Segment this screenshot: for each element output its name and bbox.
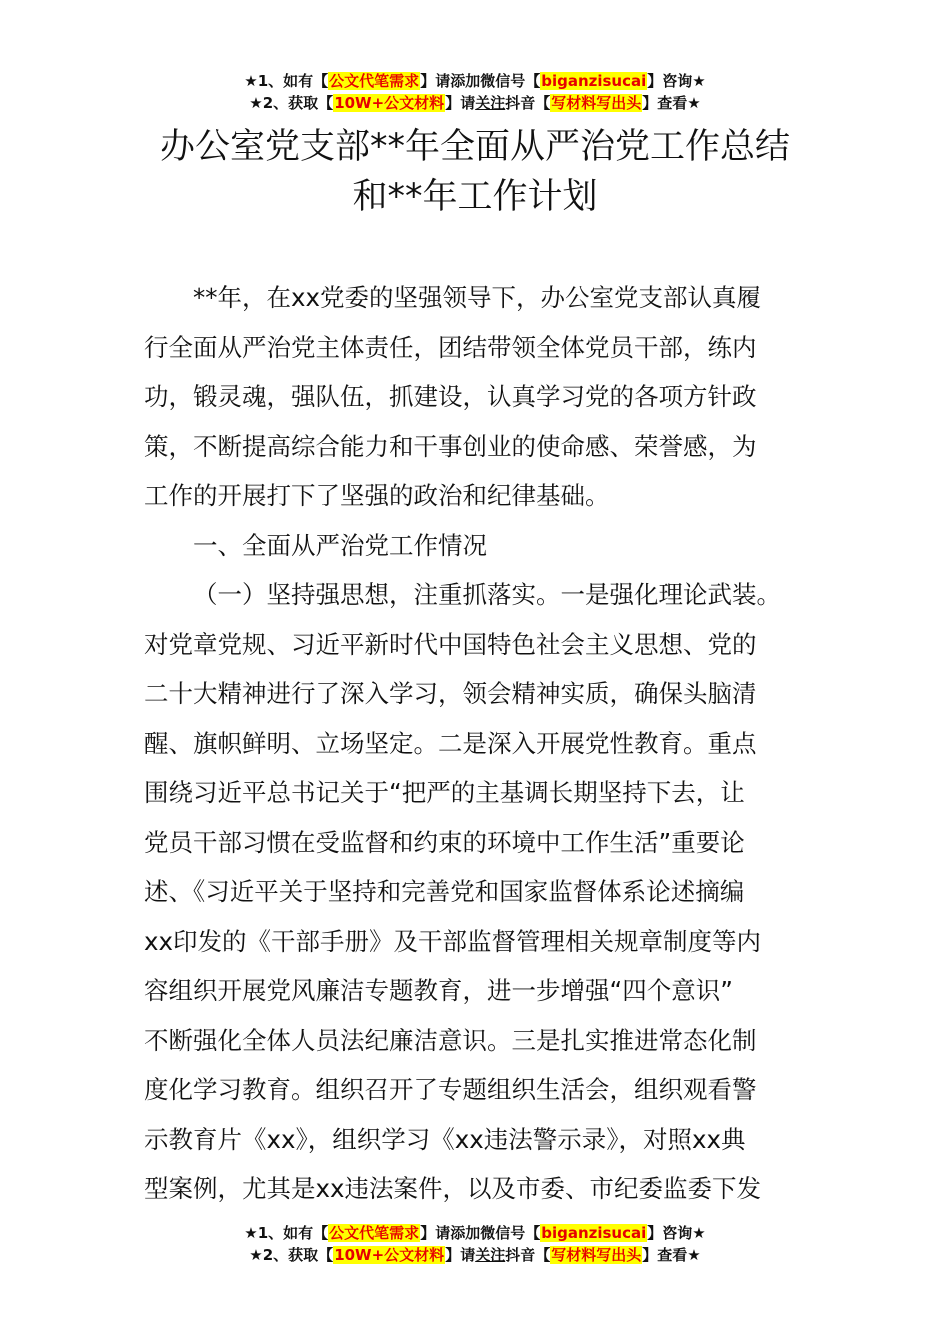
- highlight-wechat-id: biganzisucai: [541, 72, 647, 90]
- bottom-banner: [0, 1222, 950, 1266]
- body-line: 工作的开展打下了坚强的政治和纪律基础。: [144, 481, 610, 510]
- body-line: 党员干部习惯在受监督和约束的环境中工作生活”重要论: [144, 827, 745, 857]
- title-line-1: 办公室党支部**年全面从严治党工作总结: [159, 127, 790, 167]
- body-line: 功，锻灵魂，强队伍，抓建设，认真学习党的各项方针政: [144, 382, 757, 411]
- body-line: 度化学习教育。组织召开了专题组织生活会，组织观看警: [144, 1075, 757, 1104]
- section-heading: 一、全面从严治党工作情况: [193, 530, 487, 560]
- highlight-service: 公文代笔需求: [329, 1224, 420, 1242]
- document-body: [144, 273, 824, 1214]
- body-line: 行全面从严治党主体责任，团结带领全体党员干部，练内: [144, 332, 757, 362]
- highlight-douyin: 写材料写出头: [551, 1246, 642, 1264]
- body-line: 醒、旗帜鲜明、立场坚定。二是深入开展党性教育。重点: [144, 728, 757, 758]
- body-line: xx印发的《干部手册》及干部监督管理相关规章制度等内: [144, 926, 761, 956]
- highlight-materials: 10W+公文材料: [334, 1246, 445, 1264]
- document-title: [60, 122, 890, 222]
- body-line: 型案例，尤其是xx违法案件，以及市委、市纪委监委下发: [144, 1174, 761, 1203]
- top-banner: [0, 70, 950, 114]
- highlight-service: 公文代笔需求: [329, 72, 420, 90]
- highlight-douyin: 写材料写出头: [551, 94, 642, 112]
- body-line: 容组织开展党风廉洁专题教育，进一步增强“四个意识”: [144, 976, 733, 1005]
- body-line: 二十大精神进行了深入学习，领会精神实质，确保头脑清: [144, 679, 757, 708]
- highlight-wechat-id: biganzisucai: [541, 1224, 647, 1242]
- banner-line-1: ★1、如有【公文代笔需求】请添加微信号【biganzisucai】咨询★: [244, 1224, 706, 1242]
- body-line: 策，不断提高综合能力和干事创业的使命感、荣誉感，为: [144, 431, 757, 461]
- body-line: 围绕习近平总书记关于“把严的主基调长期坚持下去，让: [144, 778, 745, 807]
- body-line: 述、《习近平关于坚持和完善党和国家监督体系论述摘编: [144, 877, 745, 906]
- body-line: 示教育片《xx》，组织学习《xx违法警示录》，对照xx典: [144, 1124, 746, 1154]
- body-line: 对党章党规、习近平新时代中国特色社会主义思想、党的: [144, 629, 757, 659]
- body-line: **年，在xx党委的坚强领导下，办公室党支部认真履: [193, 283, 761, 312]
- title-line-2: 和**年工作计划: [352, 177, 598, 217]
- banner-line-2: ★2、获取【10W+公文材料】请关注抖音【写材料写出头】查看★: [249, 94, 701, 112]
- banner-line-2: ★2、获取【10W+公文材料】请关注抖音【写材料写出头】查看★: [249, 1246, 701, 1264]
- body-line: （一）坚持强思想，注重抓落实。一是强化理论武装。: [193, 580, 781, 609]
- banner-line-1: ★1、如有【公文代笔需求】请添加微信号【biganzisucai】咨询★: [244, 72, 706, 90]
- highlight-materials: 10W+公文材料: [334, 94, 445, 112]
- body-line: 不断强化全体人员法纪廉洁意识。三是扎实推进常态化制: [144, 1025, 757, 1055]
